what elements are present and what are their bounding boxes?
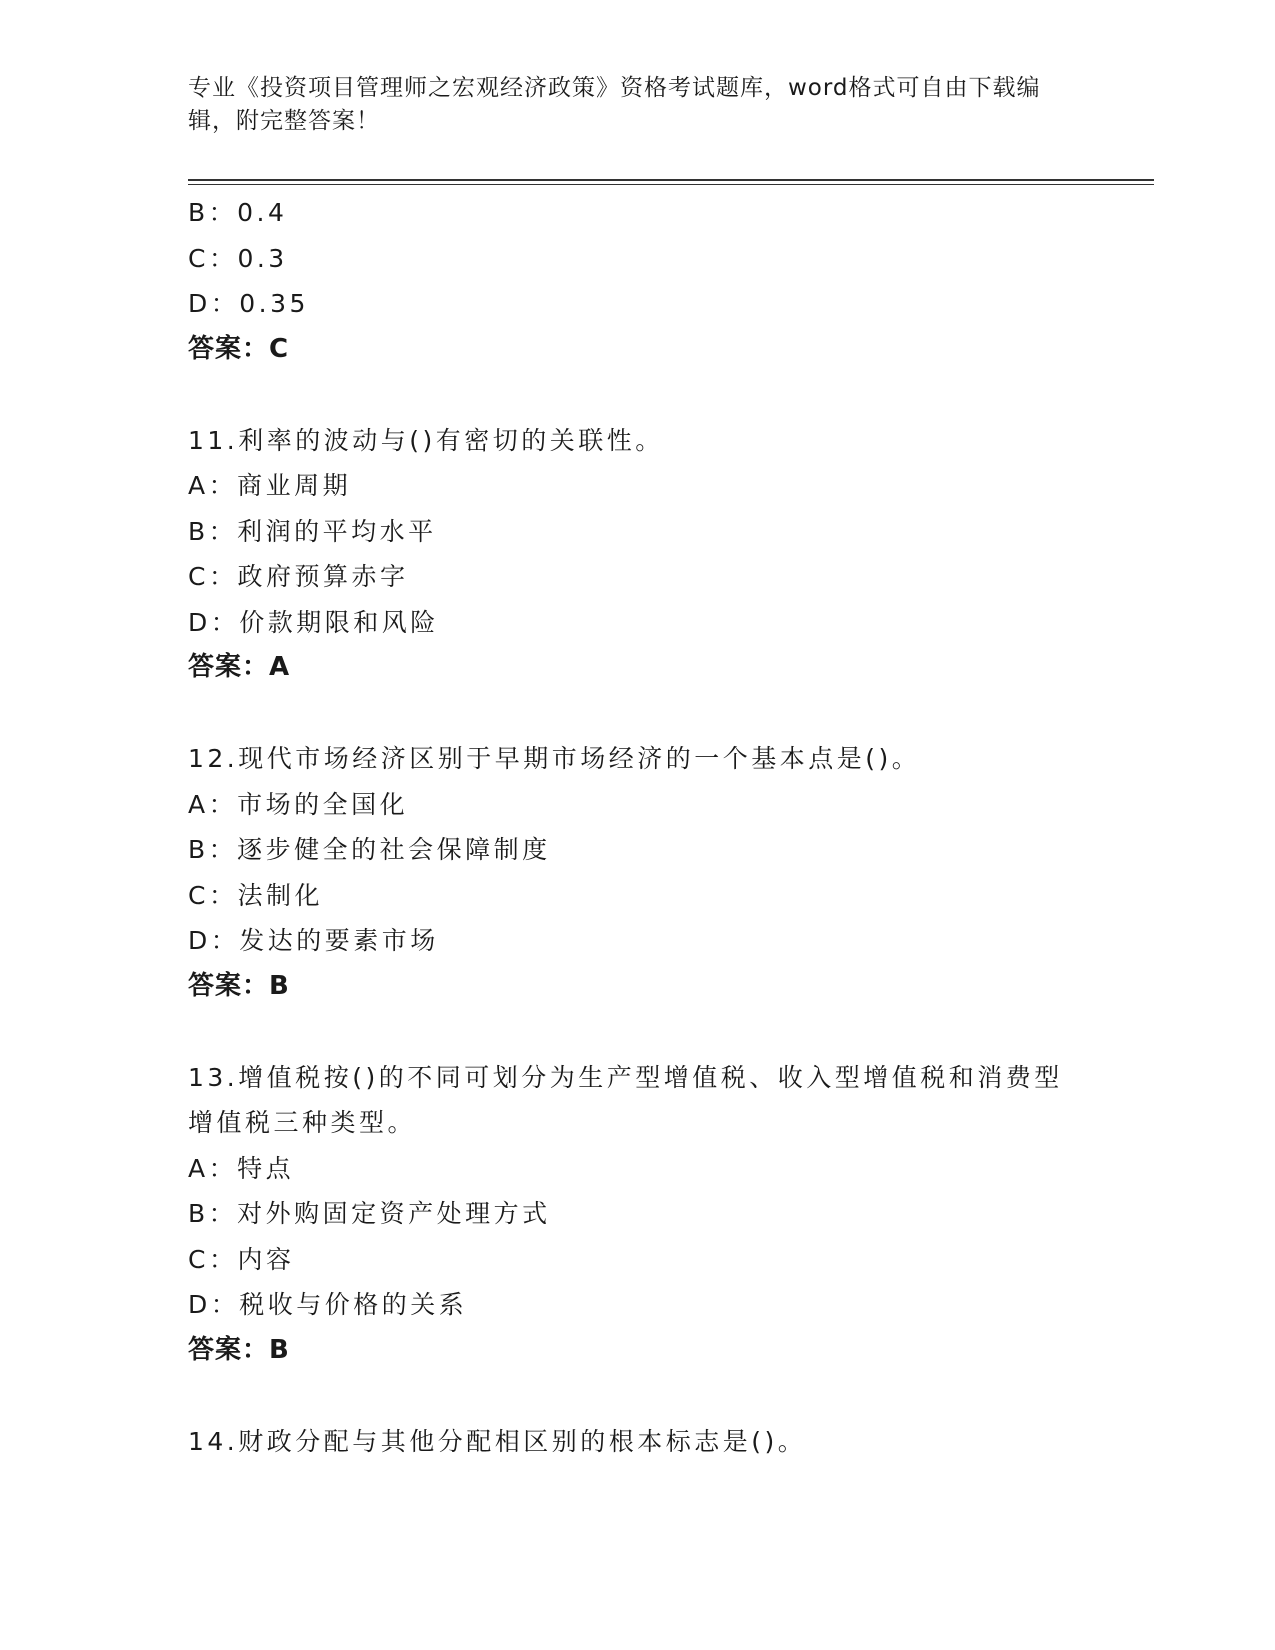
answer: 答案：A — [188, 652, 291, 682]
option-b: B：利润的平均水平 — [188, 516, 437, 546]
option-a: A：市场的全国化 — [188, 789, 409, 819]
question-text: 12.现代市场经济区别于早期市场经济的一个基本点是()。 — [188, 744, 921, 773]
option-b: B：0.4 — [188, 198, 288, 227]
option-c: C：内容 — [188, 1244, 295, 1274]
header-title: 专业《投资项目管理师之宏观经济政策》资格考试题库，word格式可自由下载编辑，附完整答案！ — [188, 75, 1041, 134]
option-c: C：政府预算赤字 — [188, 562, 409, 591]
option-a: A：商业周期 — [188, 471, 352, 500]
option-d: D：发达的要素市场 — [188, 926, 439, 955]
option-d: D：价款期限和风险 — [188, 607, 439, 637]
option-a: A：特点 — [188, 1153, 295, 1183]
answer: 答案：B — [188, 970, 290, 1001]
question-12 — [188, 736, 1088, 1009]
option-b: B：对外购固定资产处理方式 — [188, 1199, 551, 1228]
question-11 — [188, 418, 1088, 691]
option-d: D：税收与价格的关系 — [188, 1290, 468, 1319]
option-c: C：0.3 — [188, 243, 288, 273]
option-b: B：逐步健全的社会保障制度 — [188, 835, 551, 864]
header-divider-thin — [188, 184, 1154, 185]
question-text: 11.利率的波动与()有密切的关联性。 — [188, 425, 664, 455]
question-text: 14.财政分配与其他分配相区别的根本标志是()。 — [188, 1426, 807, 1456]
option-c: C：法制化 — [188, 880, 323, 910]
question-13 — [188, 1055, 1088, 1374]
question-list — [188, 190, 1088, 1464]
question-text: 13.增值税按()的不同可划分为生产型增值税、收入型增值税和消费型增值税三种类型。 — [188, 1062, 1063, 1137]
page-header — [188, 72, 1088, 138]
question-14 — [188, 1419, 1088, 1465]
question-10-tail — [188, 190, 1088, 372]
answer: 答案：C — [188, 333, 290, 364]
option-d: D：0.35 — [188, 289, 309, 318]
answer: 答案：B — [188, 1334, 290, 1365]
header-divider — [188, 179, 1154, 181]
